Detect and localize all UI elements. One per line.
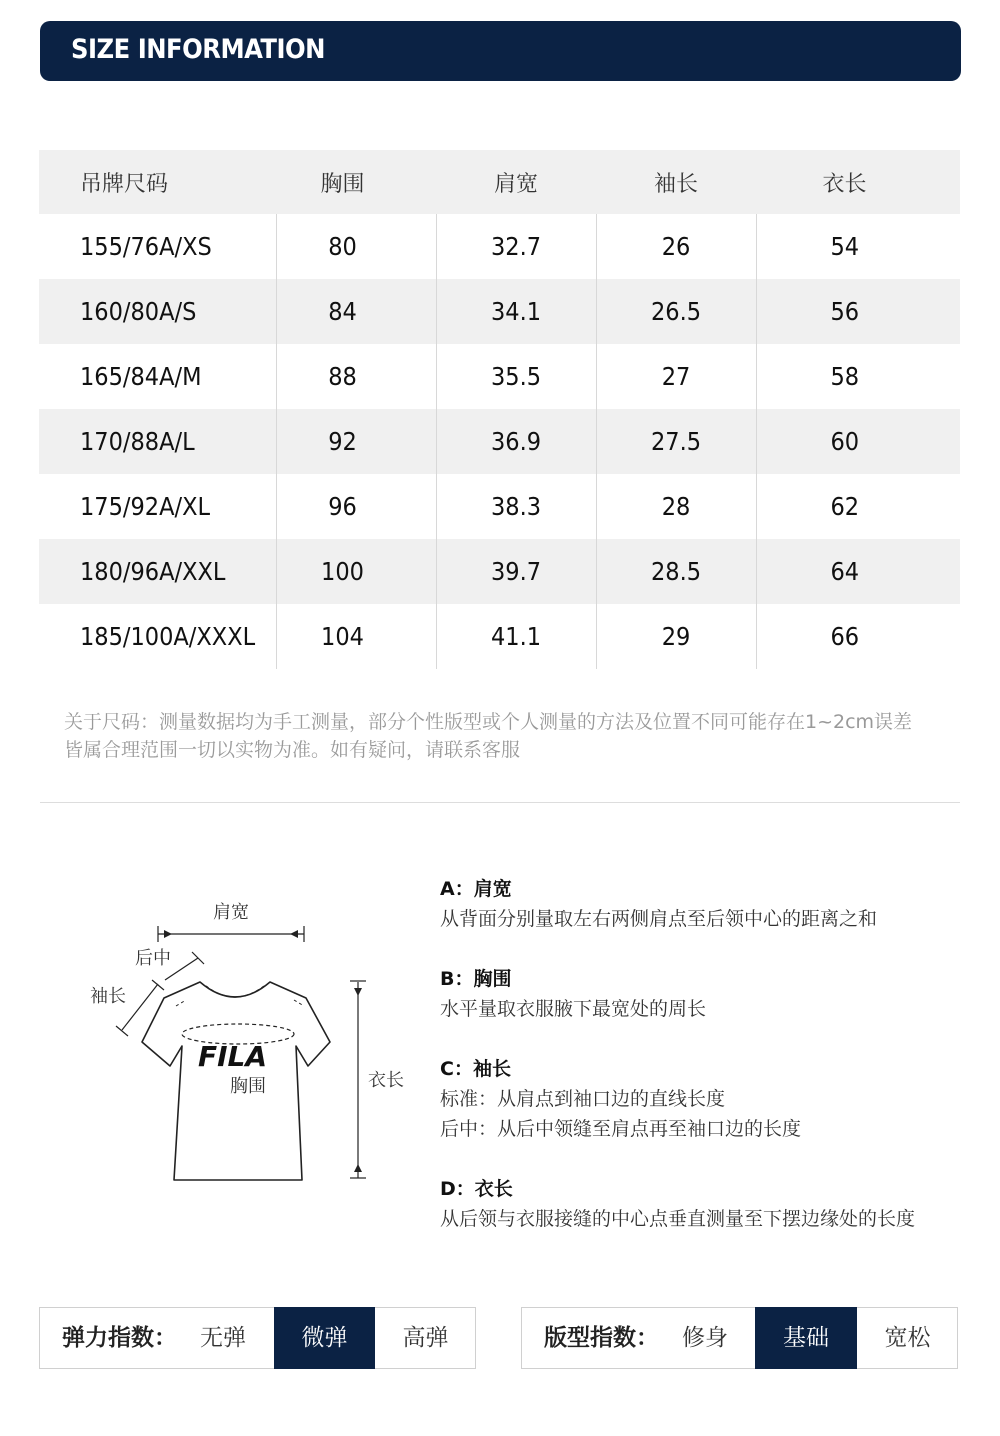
cell-chest: 100 [276,539,436,604]
fit-option-regular: 基础 [755,1307,857,1369]
table-row [39,539,960,604]
cell-length: 64 [756,539,960,604]
desc-c-text-1: 标准：从肩点到袖口边的直线长度 [440,1088,726,1110]
header-length: 衣长 [756,150,960,214]
cell-length: 60 [756,409,960,474]
header-shoulder: 肩宽 [436,150,596,214]
section-divider [40,802,960,803]
cell-chest: 104 [276,604,436,669]
table-row [39,409,960,474]
cell-size: 155/76A/XS [80,232,212,261]
cell-size: 170/88A/L [39,409,276,474]
table-row [39,279,960,344]
cell-chest: 80 [276,214,436,279]
elasticity-option-none: 无弹 [200,1325,246,1351]
desc-b-text: 水平量取衣服腋下最宽处的周长 [440,998,707,1020]
table-row [39,344,960,409]
header-tag-size: 吊牌尺码 [39,150,276,214]
desc-a [440,874,877,934]
cell-size: 175/92A/XL [80,492,211,521]
cell-shoulder: 36.9 [436,409,596,474]
cell-size: 180/96A/XXL [39,539,276,604]
cell-shoulder: 39.7 [436,539,596,604]
cell-sleeve: 27 [596,344,756,409]
cell-chest: 96 [276,474,436,539]
fila-logo: FILA [198,1040,268,1073]
note-line-1: 关于尺码：测量数据均为手工测量，部分个性版型或个人测量的方法及位置不同可能存在1~2cm误差 [64,711,913,733]
cell-shoulder: 41.1 [436,604,596,669]
desc-c-title: C：袖长 [440,1058,511,1080]
cell-sleeve: 26.5 [596,279,756,344]
fit-label: 版型指数： [544,1325,659,1351]
size-info-banner [40,21,961,81]
cell-sleeve: 29 [596,604,756,669]
size-table [39,150,960,669]
cell-length: 66 [756,604,960,669]
table-header-row [39,150,960,214]
desc-d-title: D：衣长 [440,1178,513,1200]
cell-shoulder: 38.3 [436,474,596,539]
desc-a-title: A：肩宽 [440,878,512,900]
size-note [64,708,964,764]
fit-option-slim: 修身 [682,1325,728,1351]
label-sleeve: 袖长 [90,986,126,1007]
cell-size: 185/100A/XXXL [80,622,256,651]
table-row [39,604,960,669]
table-row [39,474,960,539]
cell-chest: 84 [276,279,436,344]
desc-b-title: B：胸围 [440,968,512,990]
desc-a-text: 从背面分别量取左右两侧肩点至后领中心的距离之和 [440,908,878,930]
elasticity-label: 弹力指数： [62,1325,177,1351]
cell-sleeve: 28 [596,474,756,539]
tshirt-measurement-diagram [80,890,420,1200]
cell-sleeve: 26 [596,214,756,279]
note-line-2: 皆属合理范围一切以实物为准。如有疑问，请联系客服 [64,739,521,761]
label-back-center: 后中 [135,948,171,969]
cell-size: 165/84A/M [80,362,202,391]
fit-scale [521,1307,958,1369]
table-row [39,214,960,279]
cell-length: 56 [756,279,960,344]
cell-shoulder: 35.5 [436,344,596,409]
cell-sleeve: 27.5 [596,409,756,474]
elasticity-scale [39,1307,476,1369]
cell-size: 160/80A/S [39,279,276,344]
cell-chest: 92 [276,409,436,474]
cell-length: 54 [756,214,960,279]
desc-c [440,1054,801,1144]
cell-length: 62 [756,474,960,539]
cell-shoulder: 34.1 [436,279,596,344]
fit-option-loose: 宽松 [884,1325,931,1351]
label-chest: 胸围 [230,1076,266,1097]
desc-d [440,1174,915,1234]
header-chest: 胸围 [276,150,436,214]
desc-d-text: 从后领与衣服接缝的中心点垂直测量至下摆边缘处的长度 [440,1208,916,1230]
cell-chest: 88 [276,344,436,409]
cell-shoulder: 32.7 [436,214,596,279]
elasticity-option-slight: 微弹 [274,1307,375,1369]
desc-b [440,964,706,1024]
label-length: 衣长 [368,1070,404,1091]
cell-length: 58 [756,344,960,409]
banner-title: SIZE INFORMATION [71,34,325,65]
cell-sleeve: 28.5 [596,539,756,604]
header-sleeve: 袖长 [596,150,756,214]
desc-c-text-2: 后中：从后中领缝至肩点再至袖口边的长度 [440,1118,802,1140]
elasticity-option-high: 高弹 [402,1325,449,1351]
label-shoulder: 肩宽 [213,902,249,923]
